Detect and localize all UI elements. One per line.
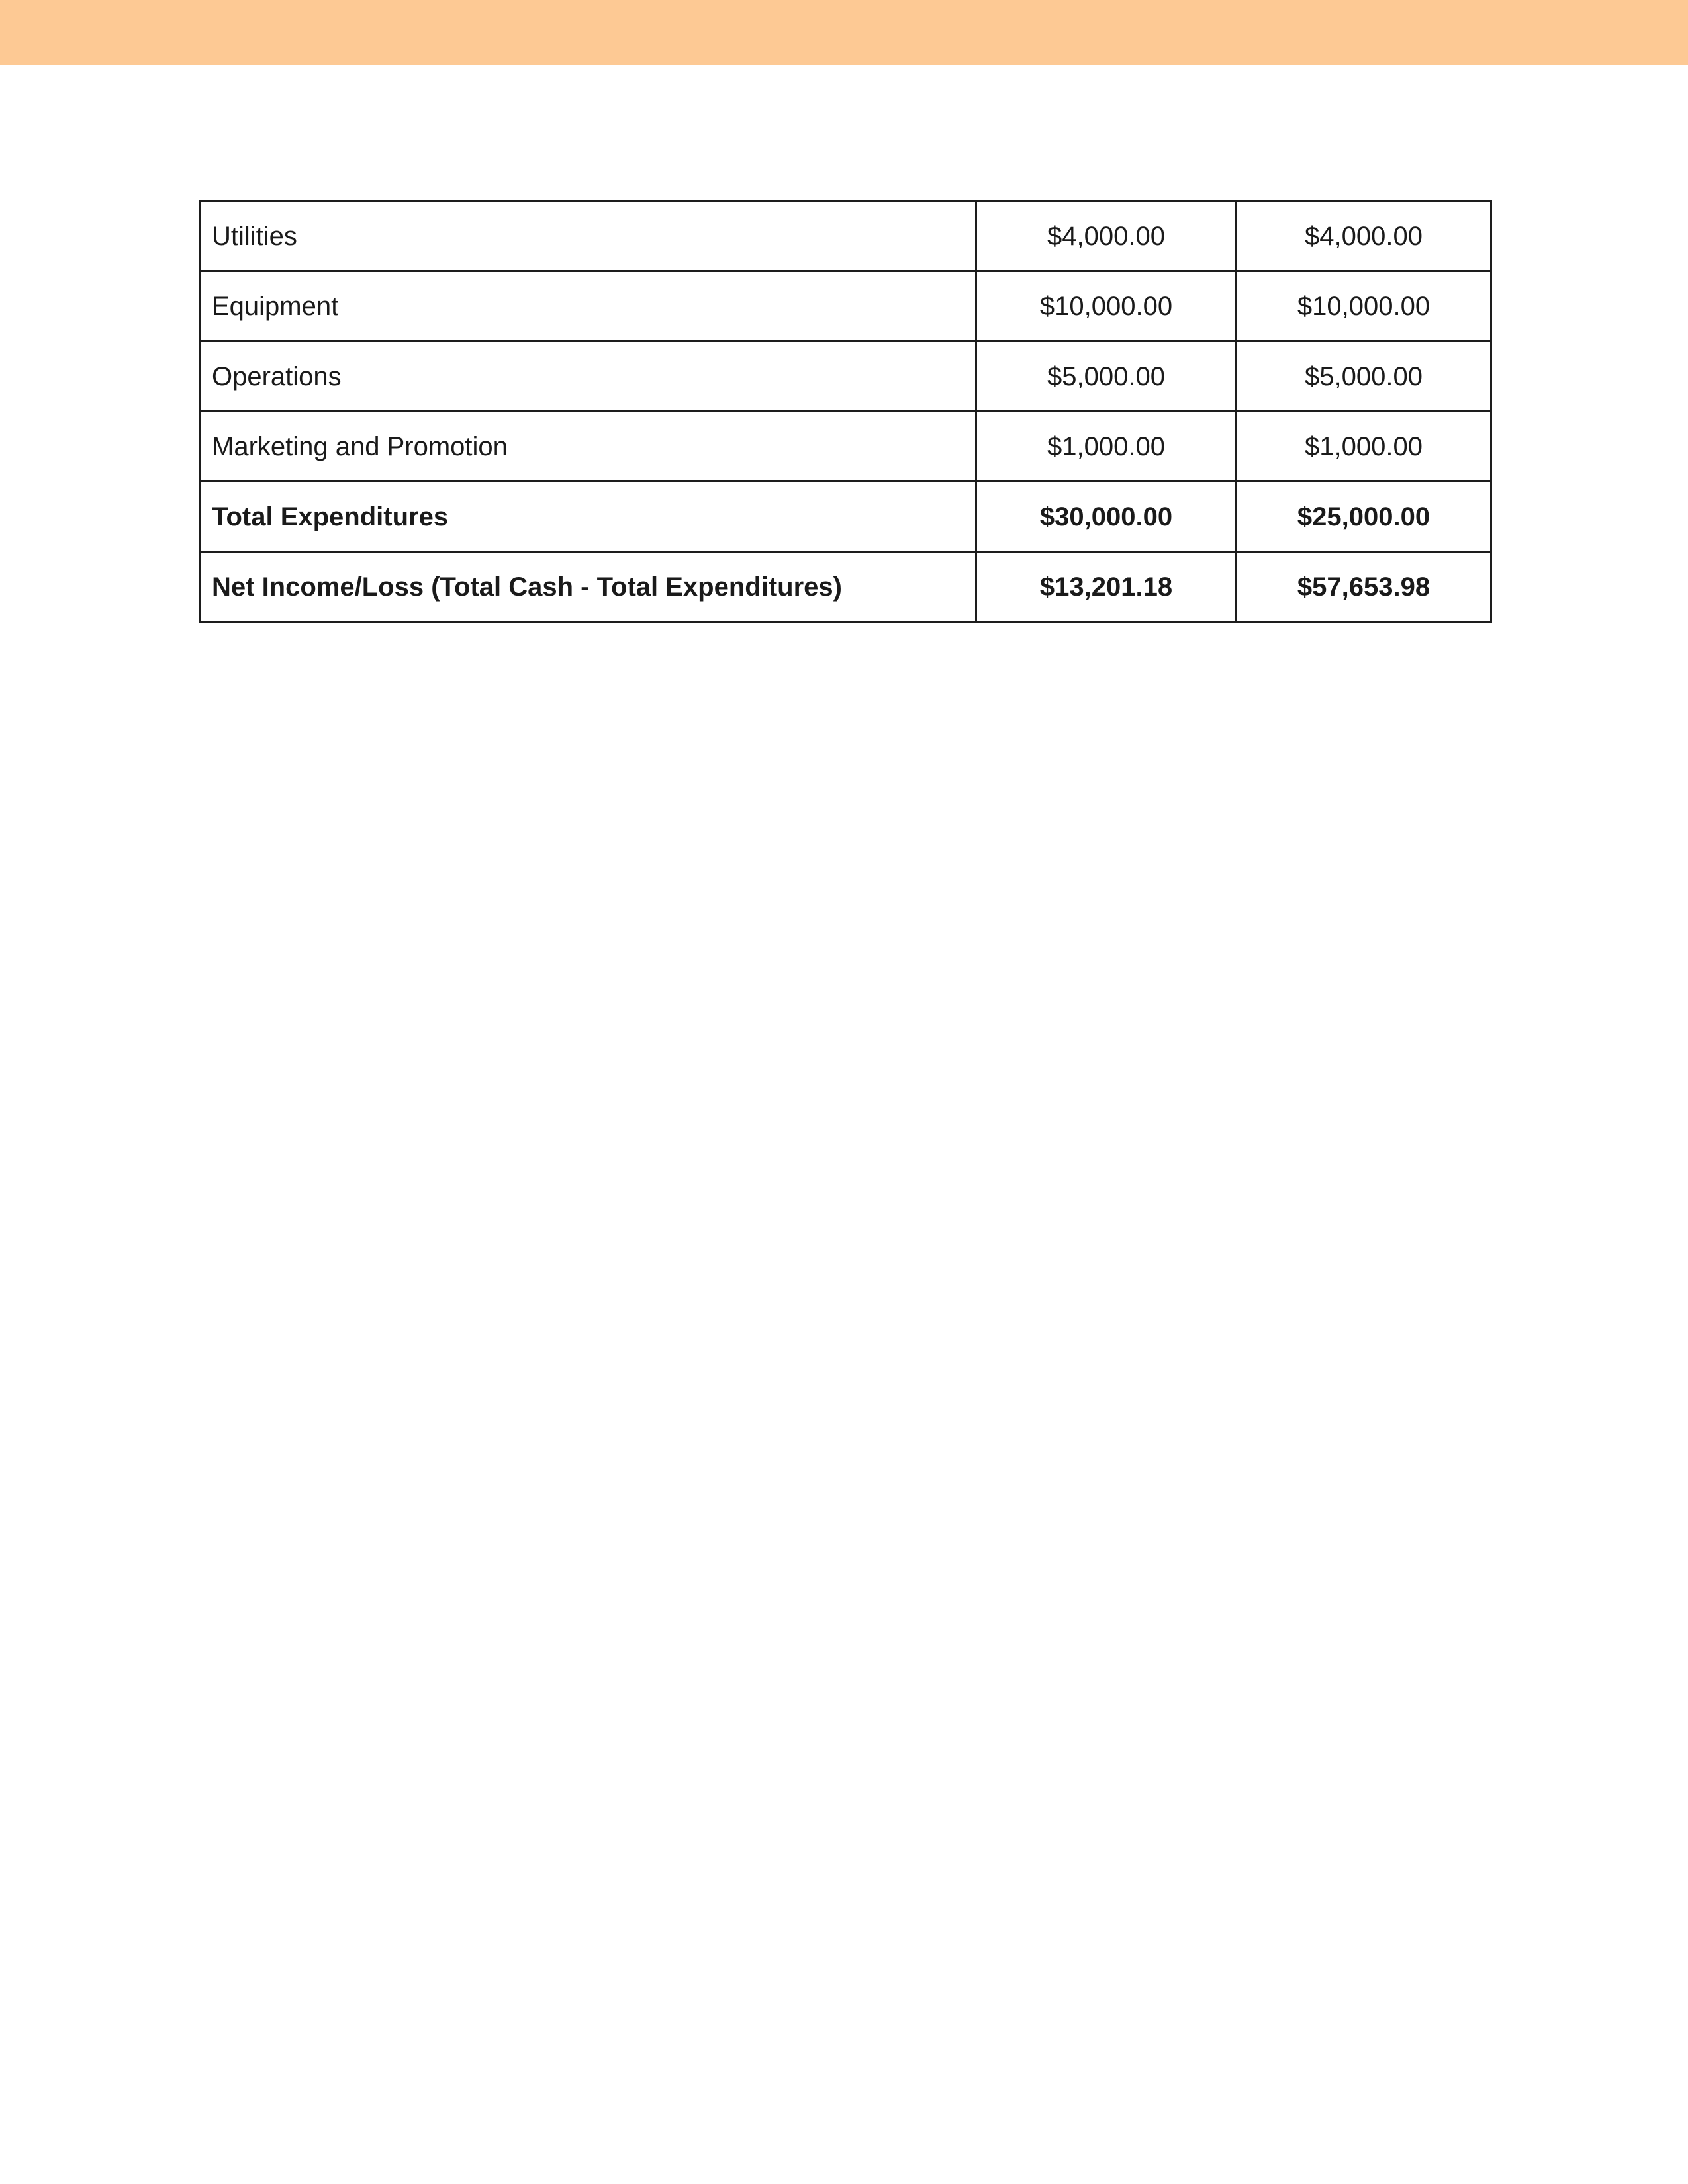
amount-cell: $13,201.18 [976, 552, 1237, 622]
row-label: Net Income/Loss (Total Cash - Total Expenditures) [201, 552, 976, 622]
amount-cell: $5,000.00 [1237, 341, 1491, 412]
amount-cell: $4,000.00 [976, 201, 1237, 271]
table-row-marketing [201, 412, 1491, 482]
table-row-total-expenditures [201, 482, 1491, 552]
amount-cell: $30,000.00 [976, 482, 1237, 552]
amount-cell: $10,000.00 [976, 271, 1237, 341]
row-label: Marketing and Promotion [201, 412, 976, 482]
row-label: Equipment [201, 271, 976, 341]
table-row-net-income-loss [201, 552, 1491, 622]
amount-cell: $1,000.00 [976, 412, 1237, 482]
table-row-equipment [201, 271, 1491, 341]
amount-cell: $25,000.00 [1237, 482, 1491, 552]
row-label: Total Expenditures [201, 482, 976, 552]
amount-cell: $10,000.00 [1237, 271, 1491, 341]
table-row-utilities [201, 201, 1491, 271]
amount-cell: $4,000.00 [1237, 201, 1491, 271]
header-banner [0, 0, 1688, 65]
row-label: Operations [201, 341, 976, 412]
table-row-operations [201, 341, 1491, 412]
amount-cell: $57,653.98 [1237, 552, 1491, 622]
expenditure-table [199, 200, 1492, 623]
amount-cell: $1,000.00 [1237, 412, 1491, 482]
amount-cell: $5,000.00 [976, 341, 1237, 412]
row-label: Utilities [201, 201, 976, 271]
